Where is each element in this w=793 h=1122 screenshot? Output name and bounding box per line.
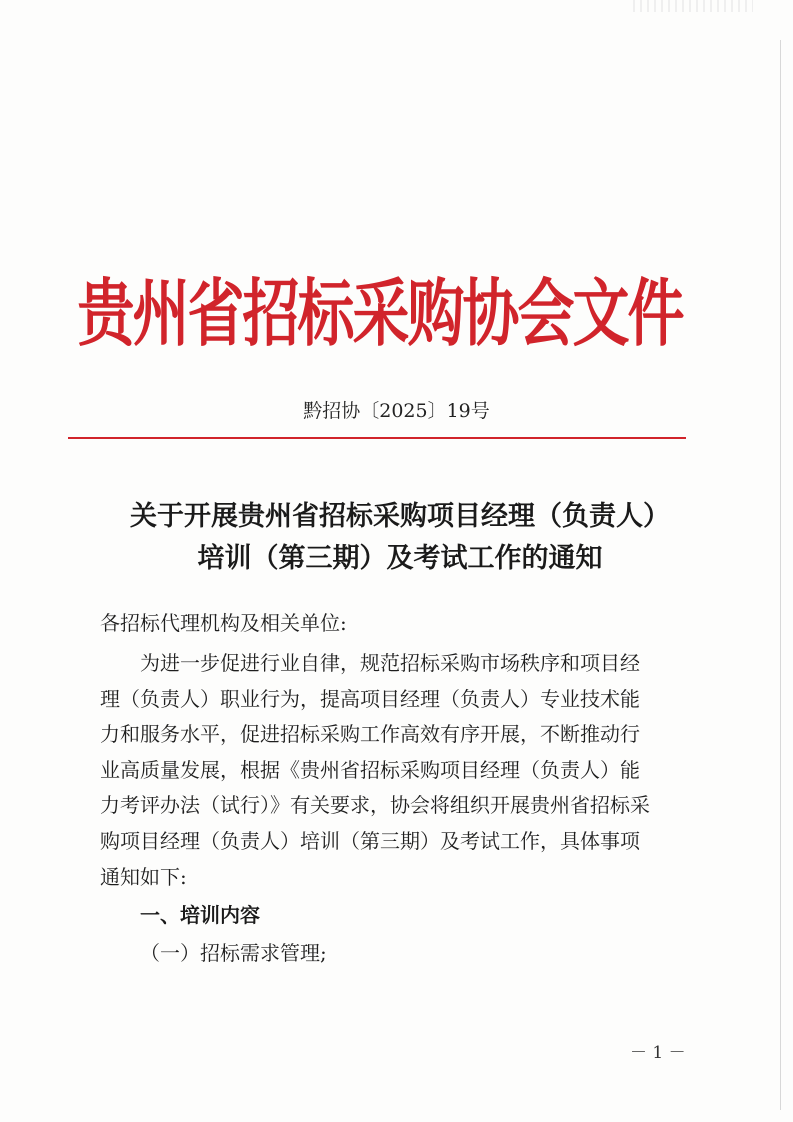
salutation: 各招标代理机构及相关单位: [100,611,347,635]
notice-title-line-2: 培训（第三期）及考试工作的通知 [197,543,603,574]
scan-edge-line [780,40,781,1110]
scan-artifact [633,0,753,12]
notice-title [60,496,740,580]
paragraph-line: 力考评办法（试行）》有关要求，协会将组织开展贵州省招标采 [100,793,650,818]
notice-title-line-1: 关于开展贵州省招标采购项目经理（负责人） [130,501,670,532]
body-paragraph [100,646,692,895]
org-file-title: 贵州省招标采购协会文件 [77,270,683,357]
list-item: （一）招标需求管理; [140,941,327,965]
paragraph-line: 通知如下: [100,864,187,889]
paragraph-line: 为进一步促进行业自律，规范招标采购市场秩序和项目经 [140,651,640,675]
paragraph-line: 理（负责人）职业行为，提高项目经理（负责人）专业技术能 [100,686,640,711]
page-number: － 1 － [630,1043,686,1063]
document-number: 黔招协〔2025〕19号 [303,400,490,422]
paragraph-line: 力和服务水平，促进招标采购工作高效有序开展，不断推动行 [100,722,640,747]
red-divider-line [68,437,686,439]
section-heading: 一、培训内容 [140,903,260,927]
paragraph-line: 业高质量发展，根据《贵州省招标采购项目经理（负责人）能 [100,757,640,782]
paragraph-line: 购项目经理（负责人）培训（第三期）及考试工作，具体事项 [100,828,640,853]
